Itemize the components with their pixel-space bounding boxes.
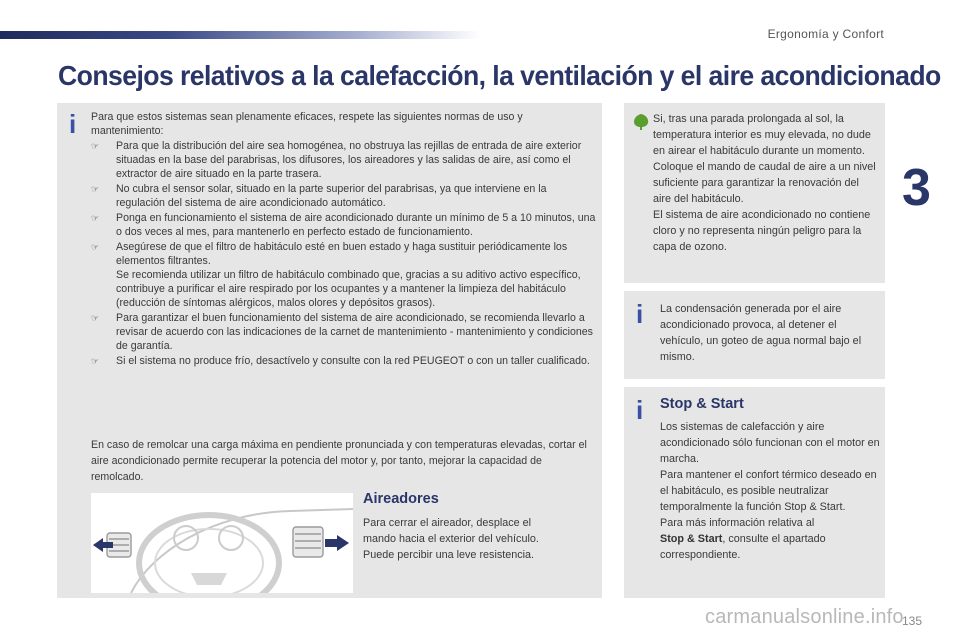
list-item: ☞ No cubra el sensor solar, situado en la parte superior del parabrisas, ya que interviene en la regulación del sistema de aire acondicionado automático. xyxy=(91,182,596,210)
section-name: Ergonomía y Confort xyxy=(767,27,884,41)
stop-start-text: Los sistemas de calefacción y aire acondicionado sólo funcionan con el motor en marcha. Para mantener el confort térmico deseado en el habitáculo, es posible neutralizar temporalmente la función Stop & Start. Para más información relativa al Stop & Start, consulte el apartado correspondiente. xyxy=(660,421,880,561)
header-gradient-bar xyxy=(0,31,480,39)
list-item: ☞ Para garantizar el buen funcionamiento del sistema de aire acondicionado, se recomienda llevarlo a revisar de acuerdo con las indicaciones de la carnet de mantenimiento - mantenimiento y condiciones de garantía. xyxy=(91,311,596,353)
page-title: Consejos relativos a la calefacción, la ventilación y el aire acondicionado xyxy=(58,60,941,91)
eco-advice-panel xyxy=(624,103,885,283)
condensation-text: La condensación generada por el aire acondicionado provoca, al detener el vehículo, un goteo de agua normal bajo el mismo. xyxy=(660,303,862,363)
eco-text: Si, tras una parada prolongada al sol, la temperatura interior es muy elevada, no dude en airear el habitáculo durante un momento. Coloque el mando de caudal de aire a un nivel suficiente para garantizar la renovación del aire del habitáculo. El sistema de aire acondicionado no contiene cloro y no representa ningún peligro para la capa de ozono. xyxy=(653,113,876,253)
list-item: ☞ Asegúrese de que el filtro de habitáculo esté en buen estado y haga sustituir periódicamente los elementos filtrantes. Se recomienda utilizar un filtro de habitáculo combinado que, gracias a su aditivo activo específico, contribuye a purificar el aire respirado por los ocupantes y a mantener la limpieza del habitáculo (reducción de síntomas alérgicos, malos olores y depósitos grasos). xyxy=(91,240,596,310)
main-intro-text: Para que estos sistemas sean plenamente eficaces, respete las siguientes normas de uso y mantenimiento: xyxy=(91,111,523,137)
main-advice-panel xyxy=(57,103,602,598)
watermark: carmanualsonline.info xyxy=(705,606,904,628)
eco-leaf-icon xyxy=(632,113,650,131)
condensation-panel xyxy=(624,291,885,379)
air-vent-illustration xyxy=(91,493,353,593)
filter-recommendation: Se recomienda utilizar un filtro de habitáculo combinado que, gracias a su aditivo activo específico, contribuye a purificar el aire respirado por los ocupantes y a mantener la limpieza del habitáculo (reducción de síntomas alérgicos, malos olores y depósitos grasos). xyxy=(116,269,581,309)
stop-start-panel xyxy=(624,387,885,598)
info-icon: i xyxy=(69,109,77,139)
aireadores-heading: Aireadores xyxy=(363,491,439,507)
list-item: ☞ Si el sistema no produce frío, desactívelo y consulte con la red PEUGEOT o con un taller cualificado. xyxy=(91,354,596,368)
chapter-number: 3 xyxy=(902,159,931,217)
stop-start-heading: Stop & Start xyxy=(660,396,744,412)
info-icon: i xyxy=(636,395,644,425)
page-number: 135 xyxy=(901,614,922,628)
list-item: ☞ Para que la distribución del aire sea homogénea, no obstruya las rejillas de entrada de aire exterior situadas en la base del parabrisas, los difusores, los aireadores y las salidas de aire, así como el extractor de aire situado en la parte trasera. xyxy=(91,139,596,181)
stop-start-ref: Stop & Start xyxy=(660,533,723,545)
info-icon: i xyxy=(636,299,644,329)
dashboard-vents-drawing xyxy=(91,493,353,593)
list-item: ☞ Ponga en funcionamiento el sistema de aire acondicionado durante un mínimo de 5 a 10 minutos, una o dos veces al mes, para mantenerlo en perfecto estado de funcionamiento. xyxy=(91,211,596,239)
aireadores-text: Para cerrar el aireador, desplace el mando hacia el exterior del vehículo. Puede percibir una leve resistencia. xyxy=(363,517,539,561)
advice-list xyxy=(91,139,596,369)
towing-text: En caso de remolcar una carga máxima en pendiente pronunciada y con temperaturas elevadas, cortar el aire acondicionado permite recuperar la potencia del motor y, por tanto, mejorar la capacidad de remolcado. xyxy=(91,439,587,483)
